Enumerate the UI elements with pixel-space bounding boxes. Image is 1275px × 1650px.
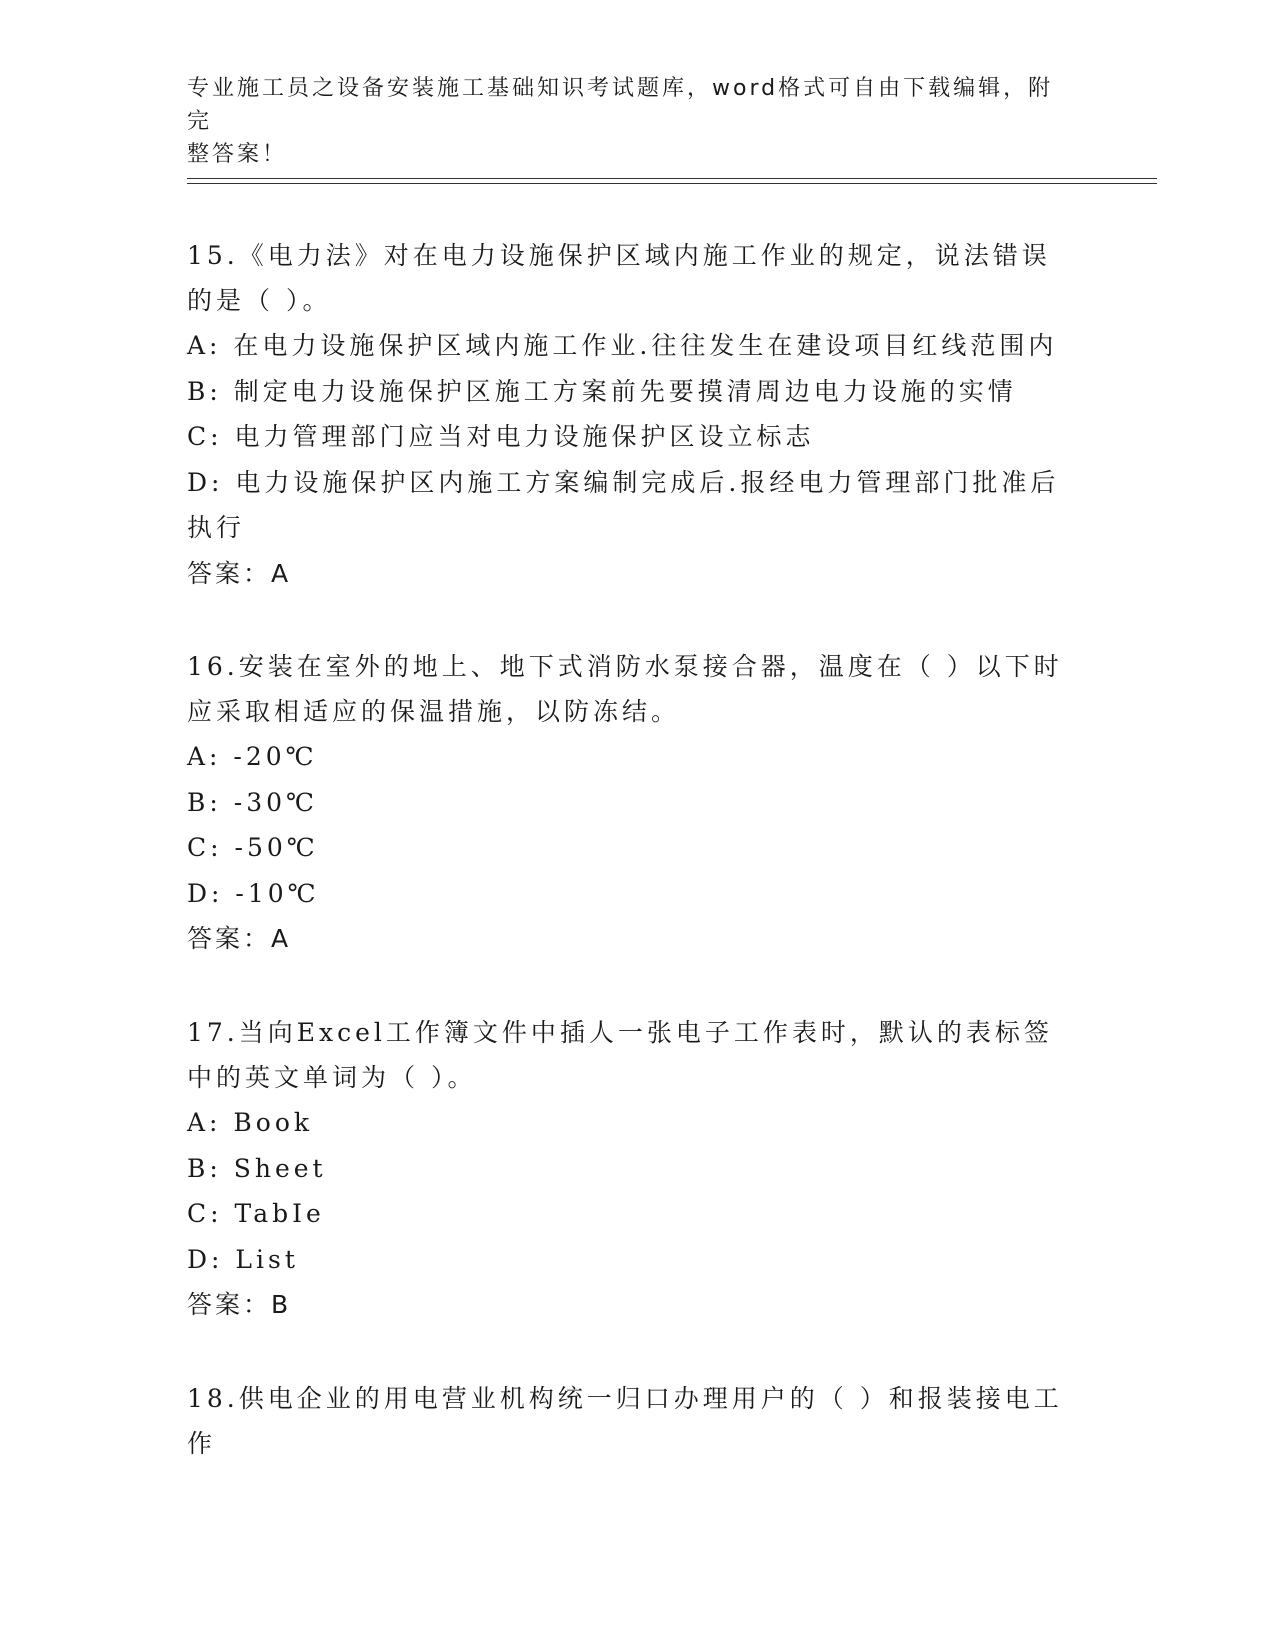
document-header [187,72,1067,171]
header-line-1: 专业施工员之设备安装施工基础知识考试题库，word格式可自由下载编辑，附完 [187,76,1054,134]
question-stem: 18.供电企业的用电营业机构统一归口办理用户的（ ）和报装接电工作 [187,1384,1063,1458]
option-b: B: 制定电力设施保护区施工方案前先要摸清周边电力设施的实情 [187,376,1017,406]
question-stem: 15.《电力法》对在电力设施保护区域内施工作业的规定，说法错误的是（ ）。 [187,241,1051,315]
answer-line: 答案：A [187,558,292,588]
header-divider-bottom [187,183,1157,184]
option-d: D: -10℃ [187,878,320,908]
option-c: C: 电力管理部门应当对电力设施保护区设立标志 [187,422,815,451]
header-divider-top [187,178,1157,179]
answer-line: 答案：A [187,924,292,953]
header-line-2: 整答案！ [187,142,288,167]
option-b: B: Sheet [187,1153,327,1183]
option-c: C: TabIe [187,1199,325,1228]
answer-line: 答案：B [187,1290,292,1319]
question-stem: 17.当向Excel工作簿文件中插人一张电子工作表时，默认的表标签中的英文单词为（ ）。 [187,1018,1053,1092]
question-16 [187,644,1067,962]
option-a: A: 在电力设施保护区域内施工作业.往往发生在建设项目红线范围内 [187,331,1058,360]
option-a: A: -20℃ [187,742,318,771]
option-d: D: 电力设施保护区内施工方案编制完成后.报经电力管理部门批准后执行 [187,467,1060,542]
option-c: C: -50℃ [187,833,319,862]
option-b: B: -30℃ [187,787,318,817]
question-stem: 16.安装在室外的地上、地下式消防水泵接合器，温度在（ ）以下时应采取相适应的保温措施，以防冻结。 [187,652,1063,726]
option-d: D: List [187,1244,299,1274]
question-15 [187,233,1067,596]
option-a: A: Book [187,1108,314,1137]
question-17 [187,1010,1067,1328]
question-18 [187,1376,1067,1466]
